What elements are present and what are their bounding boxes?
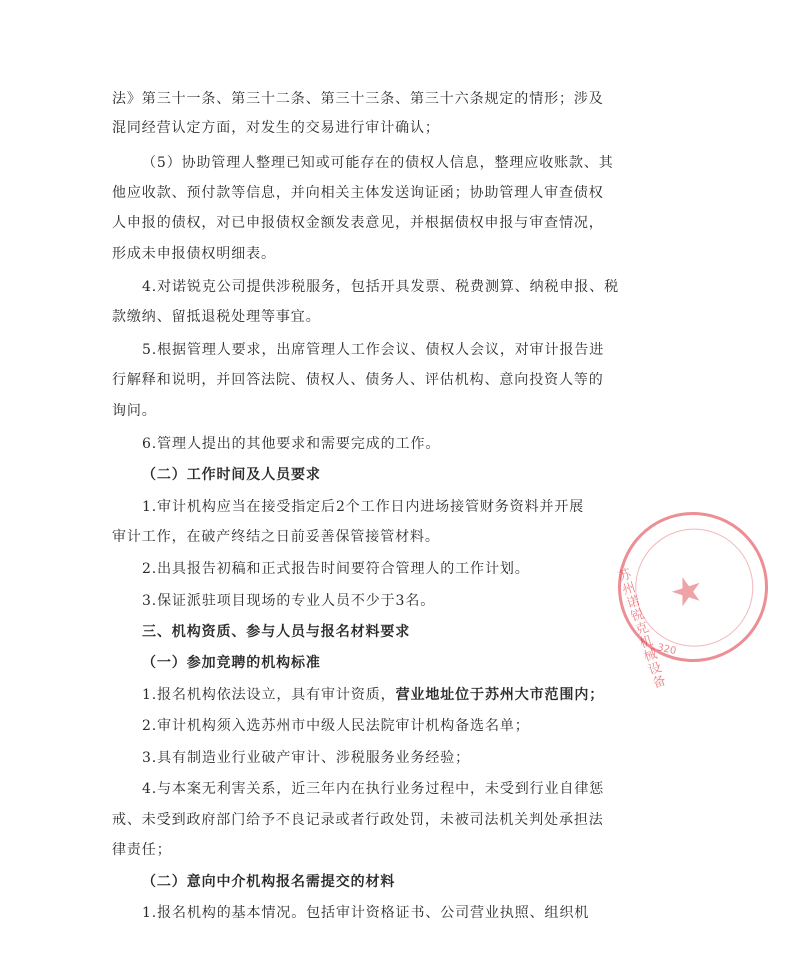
text-line: 4.对诺锐克公司提供涉税服务，包括开具发票、税费测算、纳税申报、税 bbox=[142, 279, 620, 295]
text-line: 款缴纳、留抵退税处理等事宜。 bbox=[112, 309, 321, 325]
text-line: （5）协助管理人整理已知或可能存在的债权人信息，整理应收账款、其 bbox=[142, 155, 614, 171]
text-line: 4.与本案无利害关系，近三年内在执行业务过程中，未受到行业自律惩 bbox=[142, 781, 605, 797]
section-heading: （二）工作时间及人员要求 bbox=[142, 467, 321, 483]
text-line: 他应收款、预付款等信息，并向相关主体发送询证函；协助管理人审查债权 bbox=[112, 185, 604, 201]
text-line: 3.具有制造业行业破产审计、涉税服务业务经验； bbox=[142, 750, 471, 766]
section-heading: （二）意向中介机构报名需提交的材料 bbox=[142, 874, 396, 890]
text-line: 形成未申报债权明细表。 bbox=[112, 246, 276, 262]
text-line: 审计工作，在破产终结之日前妥善保管接管材料。 bbox=[112, 529, 440, 545]
text-line: 1.报名机构的基本情况。包括审计资格证书、公司营业执照、组织机 bbox=[142, 905, 590, 921]
text-line: 5.根据管理人要求，出席管理人工作会议、债权人会议，对审计报告进 bbox=[142, 342, 605, 358]
seal-number: 320 bbox=[656, 642, 678, 658]
text-line: 律责任； bbox=[112, 842, 172, 858]
company-seal bbox=[598, 492, 787, 692]
text-line: 1.审计机构应当在接受指定后2个工作日内进场接管财务资料并开展 bbox=[142, 499, 585, 515]
text-line: 2.出具报告初稿和正式报告时间要符合管理人的工作计划。 bbox=[142, 561, 530, 577]
section-heading: （一）参加竞聘的机构标准 bbox=[142, 655, 321, 671]
text-line: 2.审计机构须入选苏州市中级人民法院审计机构备选名单； bbox=[142, 718, 530, 734]
text-line: 法》第三十一条、第三十二条、第三十三条、第三十六条规定的情形；涉及 bbox=[112, 91, 604, 107]
section-heading: 三、机构资质、参与人员与报名材料要求 bbox=[142, 624, 411, 640]
text-run-bold: 营业地址位于苏州大市范围内； bbox=[395, 687, 605, 703]
text-line: 6.管理人提出的其他要求和需要完成的工作。 bbox=[142, 436, 441, 452]
text-run: 1.报名机构依法设立，具有审计资质， bbox=[142, 687, 396, 703]
text-line: 行解释和说明，并回答法院、债权人、债务人、评估机构、意向投资人等的 bbox=[112, 372, 604, 388]
text-line: 戒、未受到政府部门给予不良记录或者行政处罚，未被司法机关判处承担法 bbox=[112, 812, 604, 828]
text-line: 询问。 bbox=[112, 403, 157, 419]
text-line bbox=[142, 685, 612, 705]
text-line: 人申报的债权，对已申报债权金额发表意见，并根据债权申报与审查情况， bbox=[112, 215, 604, 231]
text-line: 3.保证派驻项目现场的专业人员不少于3名。 bbox=[142, 593, 436, 609]
text-line: 混同经营认定方面，对发生的交易进行审计确认； bbox=[112, 120, 440, 136]
seal-text: 苏州诺锐克机械设备 bbox=[616, 566, 668, 692]
seal-star-icon: ★ bbox=[663, 564, 711, 618]
